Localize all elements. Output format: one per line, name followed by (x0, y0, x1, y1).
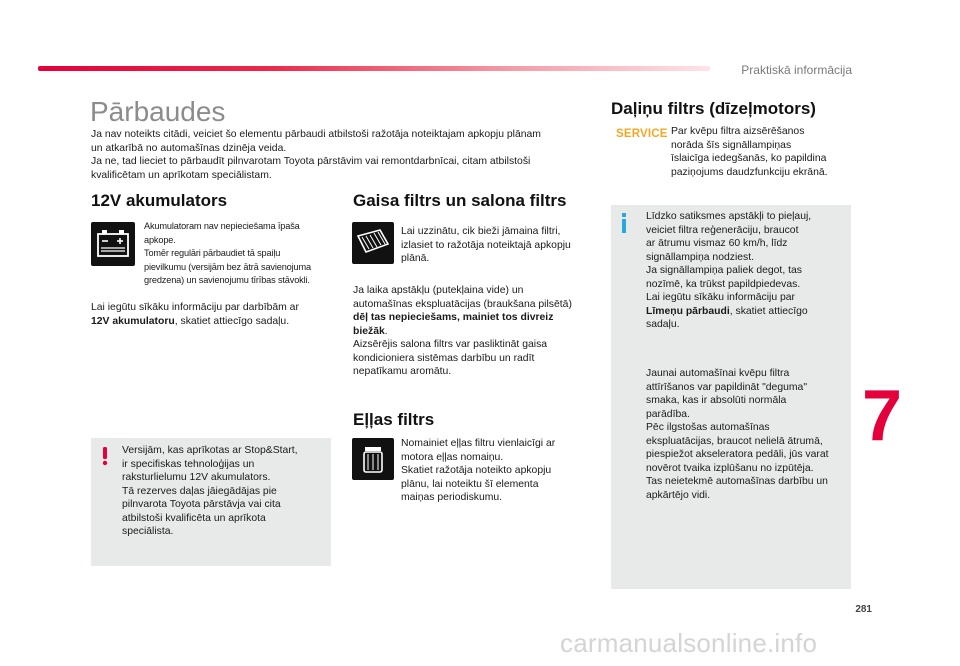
page-number: 281 (855, 604, 872, 615)
battery-icon-text: Akumulatoram nav nepieciešama īpaša apkope. Tomēr regulāri pārbaudiet tā spaiļu pievilkumu (versijām bez ātrā savienojuma gredzena) un savienojumu tīrības stāvokli. (144, 221, 311, 286)
air-filter-icon-text: Lai uzzinātu, cik bieži jāmaina filtri, izlasiet to ražotāja noteiktajā apkopju plānā. (401, 226, 571, 264)
service-warning-icon: SERVICE (616, 128, 668, 140)
levels-link-text: Līmeņu pārbaudi (646, 305, 730, 317)
intro-text: Ja nav noteikts citādi, veiciet šo elementu pārbaudi atbilstoši ražotāja noteiktajam apkopju plānam un atkarībā no automašīnas dzinēja veida. Ja ne, tad lieciet to pārbaudīt pilnvarotam Toyota pārstāvim vai remontdarbnīcai, citam atbilstoši kvalificētam un aprīkotam speciālistam. (91, 129, 541, 181)
battery-heading: 12V akumulators (91, 191, 228, 210)
page-title: Pārbaudes (90, 96, 226, 127)
battery-icon (91, 222, 135, 266)
particle-filter-info-text: Līdzko satiksmes apstākļi to pieļauj, veiciet filtra reģenerāciju, braucot ar ātrumu vismaz 60 km/h, līdz signāllampiņa nodziest. Ja signāllampiņa paliek degot, tas nozīmē, ka trūkst papildpiedevas. Lai iegūtu sīkāku informāciju par Līmeņu pārbaudi, skatiet attiecīgo sadaļu. (646, 211, 812, 330)
particle-filter-icon-text: Par kvēpu filtra aizsērēšanos norāda šīs signāllampiņas īslaicīga iedegšanās, ko papildina paziņojums daudzfunkciju ekrānā. (671, 126, 828, 178)
particle-filter-heading: Daļiņu filtrs (dīzeļmotors) (611, 99, 816, 118)
particle-filter-info-text-2: Jaunai automašīnai kvēpu filtra attīrīšanos var papildināt "deguma" smaka, kas ir absolūti normāla parādība. Pēc ilgstošas automašīnas ekspluatācijas, braucot nelielā ātrumā, piespiežot akseleratora pedāli, jūs varat novērot tvaika izplūšanu no izpūtēja. Tas neietekmē automašīnas darbību un apkārtējo vidi. (646, 368, 829, 501)
oil-filter-heading: Eļļas filtrs (353, 410, 435, 429)
header-accent-bar (38, 66, 710, 71)
chapter-number: 7 (862, 376, 903, 456)
battery-warning-text: Versijām, kas aprīkotas ar Stop&Start, ir specifiskas tehnoloģijas un raksturlielumu 12V akumulators. Tā rezerves daļas jāiegādājas pie pilnvarota Toyota pārstāvja vai cita atbilstoši kvalificēta un aprīkota speciālista. (122, 445, 298, 537)
air-filter-body: Ja laika apstākļu (putekļaina vide) un automašīnas ekspluatācijas (braukšana pilsētā) dēļ tas nepieciešams, mainiet tos divreiz biežāk. Aizsērējis salona filtrs var pasliktināt gaisa kondicioniera sistēmas darbību un radīt nepatīkamu aromātu. (353, 285, 572, 377)
watermark: carmanualsonline.info (560, 628, 818, 658)
oil-filter-icon-text: Nomainiet eļļas filtru vienlaicīgi ar motora eļļas nomaiņu. Skatiet ražotāja noteikto apkopju plānu, lai noteiktu šī elementa maiņas periodiskumu. (401, 438, 556, 503)
battery-more-info: Lai iegūtu sīkāku informāciju par darbībām ar 12V akumulatoru, skatiet attiecīgo sadaļu. (91, 302, 299, 327)
air-filter-icon (352, 222, 394, 264)
section-header: Praktiskā informācija (741, 63, 852, 77)
air-filter-heading: Gaisa filtrs un salona filtrs (353, 191, 567, 210)
battery-link-text: 12V akumulatoru (91, 315, 175, 327)
oil-filter-icon (352, 438, 394, 480)
warning-exclamation-icon (98, 446, 112, 466)
info-icon (619, 213, 629, 233)
